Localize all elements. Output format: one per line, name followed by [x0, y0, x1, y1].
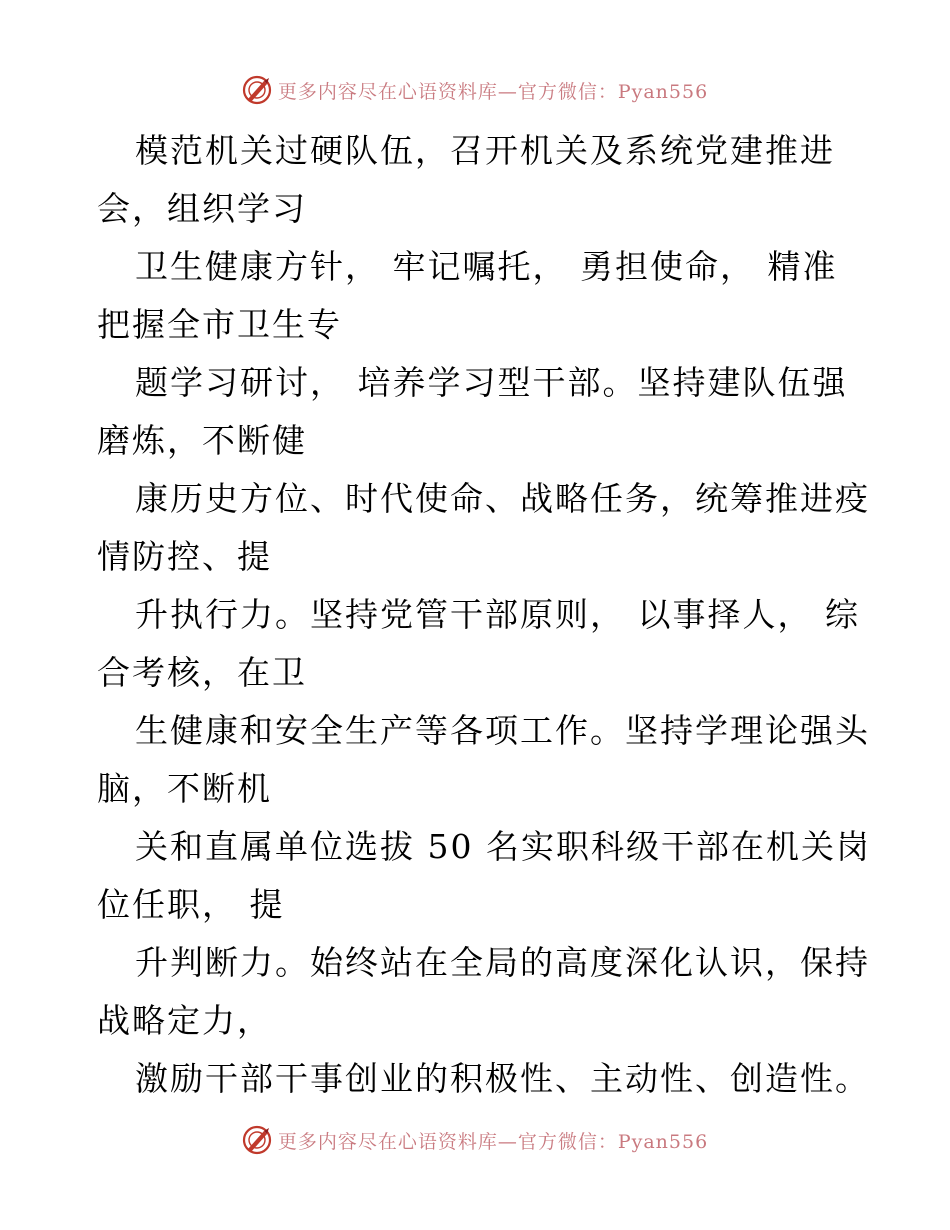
body-line-4: 把握全市卫生专: [97, 305, 342, 344]
body-line-5: 题学习研讨， 培养学习型干部。坚持建队伍强: [135, 363, 848, 402]
body-line-7: 康历史方位、时代使命、战略任务，统筹推进疫: [135, 479, 870, 518]
quill-logo-icon: [242, 75, 272, 105]
body-line-6: 磨炼，不断健: [97, 421, 307, 460]
body-line-3: 卫生健康方针， 牢记嘱托， 勇担使命， 精准: [135, 247, 838, 286]
body-line-11: 生健康和安全生产等各项工作。坚持学理论强头: [135, 711, 870, 750]
document-body: [97, 122, 871, 1108]
header-banner-text: 更多内容尽在心语资料库—官方微信：Pyan556: [277, 80, 709, 103]
body-line-10: 合考核，在卫: [97, 653, 307, 692]
footer-banner: [0, 1120, 950, 1160]
footer-banner-text: 更多内容尽在心语资料库—官方微信：Pyan556: [277, 1130, 709, 1153]
body-line-9: 升执行力。坚持党管干部原则， 以事择人， 综: [135, 595, 860, 634]
body-line-13: 关和直属单位选拔 50 名实职科级干部在机关岗: [135, 827, 871, 866]
quill-logo-icon: [242, 1125, 272, 1155]
body-line-16: 战略定力，: [97, 1001, 272, 1040]
body-line-12: 脑，不断机: [97, 769, 272, 808]
body-line-2: 会，组织学习: [97, 189, 307, 228]
body-line-1: 模范机关过硬队伍，召开机关及系统党建推进: [135, 131, 835, 170]
body-line-17: 激励干部干事创业的积极性、主动性、创造性。: [135, 1059, 870, 1098]
body-line-8: 情防控、提: [97, 537, 272, 576]
header-banner: [0, 70, 950, 110]
body-line-14: 位任职， 提: [97, 885, 285, 924]
body-line-15: 升判断力。始终站在全局的高度深化认识，保持: [135, 943, 870, 982]
